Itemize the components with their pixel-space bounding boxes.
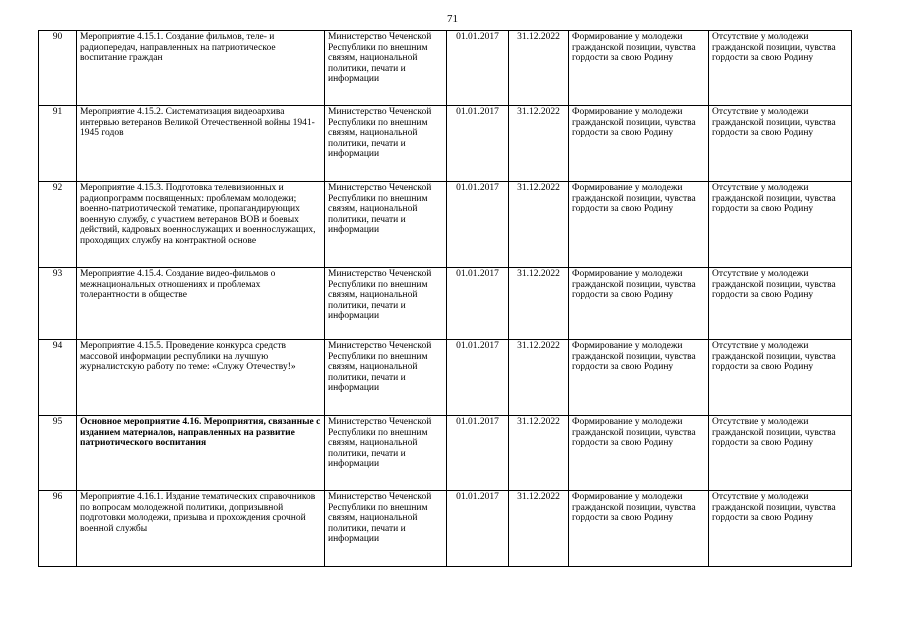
row-number-cell: 90 xyxy=(39,31,77,106)
expected-result-cell: Формирование у молодежи гражданской позиции, чувства гордости за свою Родину xyxy=(569,491,709,567)
start-date-cell: 01.01.2017 xyxy=(447,182,509,268)
activity-cell: Основное мероприятие 4.16. Мероприятия, связанные с изданием материалов, направленных на развитие патриотического воспитания xyxy=(77,416,325,491)
table-row xyxy=(39,340,852,416)
consequence-cell: Отсутствие у молодежи гражданской позиции, чувства гордости за свою Родину xyxy=(709,182,852,268)
row-number-cell: 96 xyxy=(39,491,77,567)
consequence-cell: Отсутствие у молодежи гражданской позиции, чувства гордости за свою Родину xyxy=(709,106,852,182)
executor-cell: Министерство Чеченской Республики по внешним связям, национальной политики, печати и информации xyxy=(325,31,447,106)
activity-cell: Мероприятие 4.15.1. Создание фильмов, теле- и радиопередач, направленных на патриотическое воспитание граждан xyxy=(77,31,325,106)
start-date-cell: 01.01.2017 xyxy=(447,268,509,340)
table-row xyxy=(39,106,852,182)
start-date-cell: 01.01.2017 xyxy=(447,106,509,182)
activity-cell: Мероприятие 4.16.1. Издание тематических справочников по вопросам молодежной политики, допризывной подготовки молодежи, призыва и прохождения срочной военной службы xyxy=(77,491,325,567)
consequence-cell: Отсутствие у молодежи гражданской позиции, чувства гордости за свою Родину xyxy=(709,416,852,491)
consequence-cell: Отсутствие у молодежи гражданской позиции, чувства гордости за свою Родину xyxy=(709,491,852,567)
expected-result-cell: Формирование у молодежи гражданской позиции, чувства гордости за свою Родину xyxy=(569,416,709,491)
table-row xyxy=(39,268,852,340)
end-date-cell: 31.12.2022 xyxy=(509,268,569,340)
start-date-cell: 01.01.2017 xyxy=(447,340,509,416)
start-date-cell: 01.01.2017 xyxy=(447,416,509,491)
start-date-cell: 01.01.2017 xyxy=(447,31,509,106)
executor-cell: Министерство Чеченской Республики по внешним связям, национальной политики, печати и информации xyxy=(325,268,447,340)
activity-cell: Мероприятие 4.15.4. Создание видео-фильмов о межнациональных отношениях и проблемах толерантности в обществе xyxy=(77,268,325,340)
start-date-cell: 01.01.2017 xyxy=(447,491,509,567)
page-number: 71 xyxy=(447,13,458,25)
end-date-cell: 31.12.2022 xyxy=(509,182,569,268)
row-number-cell: 92 xyxy=(39,182,77,268)
end-date-cell: 31.12.2022 xyxy=(509,340,569,416)
expected-result-cell: Формирование у молодежи гражданской позиции, чувства гордости за свою Родину xyxy=(569,340,709,416)
consequence-cell: Отсутствие у молодежи гражданской позиции, чувства гордости за свою Родину xyxy=(709,268,852,340)
table-row xyxy=(39,182,852,268)
executor-cell: Министерство Чеченской Республики по внешним связям, национальной политики, печати и информации xyxy=(325,106,447,182)
executor-cell: Министерство Чеченской Республики по внешним связям, национальной политики, печати и информации xyxy=(325,416,447,491)
consequence-cell: Отсутствие у молодежи гражданской позиции, чувства гордости за свою Родину xyxy=(709,340,852,416)
table-row xyxy=(39,31,852,106)
expected-result-cell: Формирование у молодежи гражданской позиции, чувства гордости за свою Родину xyxy=(569,106,709,182)
executor-cell: Министерство Чеченской Республики по внешним связям, национальной политики, печати и информации xyxy=(325,491,447,567)
expected-result-cell: Формирование у молодежи гражданской позиции, чувства гордости за свою Родину xyxy=(569,31,709,106)
activity-cell: Мероприятие 4.15.5. Проведение конкурса средств массовой информации республики на лучшую журналистскую работу по теме: «Служу Отечеству!» xyxy=(77,340,325,416)
expected-result-cell: Формирование у молодежи гражданской позиции, чувства гордости за свою Родину xyxy=(569,182,709,268)
end-date-cell: 31.12.2022 xyxy=(509,31,569,106)
row-number-cell: 95 xyxy=(39,416,77,491)
end-date-cell: 31.12.2022 xyxy=(509,491,569,567)
activities-table xyxy=(38,30,852,567)
row-number-cell: 94 xyxy=(39,340,77,416)
executor-cell: Министерство Чеченской Республики по внешним связям, национальной политики, печати и информации xyxy=(325,340,447,416)
end-date-cell: 31.12.2022 xyxy=(509,416,569,491)
consequence-cell: Отсутствие у молодежи гражданской позиции, чувства гордости за свою Родину xyxy=(709,31,852,106)
expected-result-cell: Формирование у молодежи гражданской позиции, чувства гордости за свою Родину xyxy=(569,268,709,340)
executor-cell: Министерство Чеченской Республики по внешним связям, национальной политики, печати и информации xyxy=(325,182,447,268)
row-number-cell: 91 xyxy=(39,106,77,182)
end-date-cell: 31.12.2022 xyxy=(509,106,569,182)
activity-cell: Мероприятие 4.15.2. Систематизация видеоархива интервью ветеранов Великой Отечественной войны 1941-1945 годов xyxy=(77,106,325,182)
row-number-cell: 93 xyxy=(39,268,77,340)
table-row xyxy=(39,491,852,567)
table-row xyxy=(39,416,852,491)
activity-cell: Мероприятие 4.15.3. Подготовка телевизионных и радиопрограмм посвященных: проблемам молодежи; военно-патриотической тематике, пропагандирующих военную службу, с участием ветеранов ВОВ и боевых действий, кадровых военнослужащих и военнослужащих, проходящих службу на контрактной основе xyxy=(77,182,325,268)
